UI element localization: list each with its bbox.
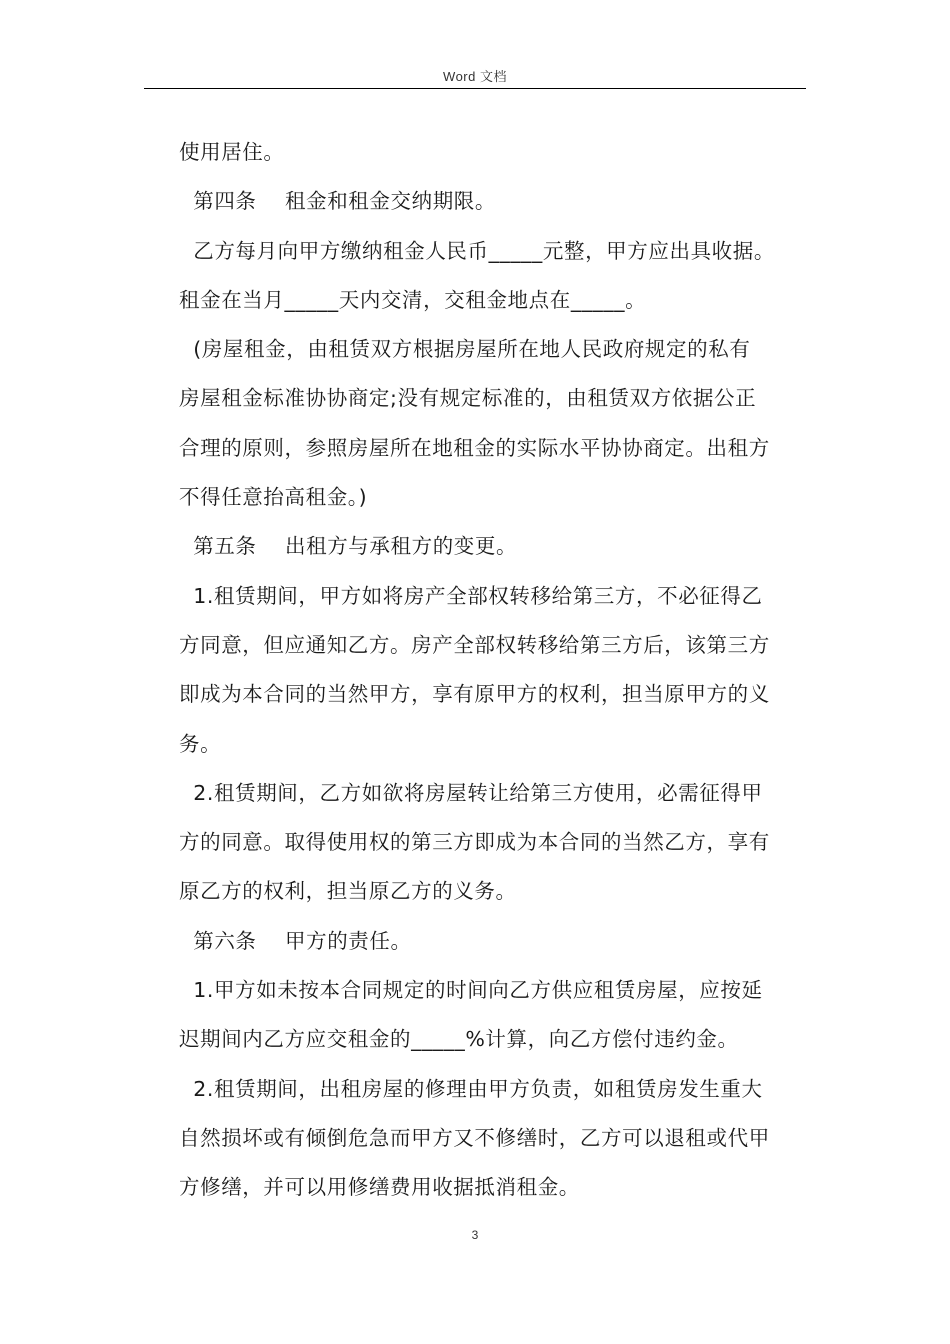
header-divider — [144, 88, 806, 89]
page-number: 3 — [471, 1228, 479, 1242]
text-line: 使用居住。 — [179, 140, 285, 164]
text-line: 第六条 甲方的责任。 — [179, 928, 412, 953]
text-line: 租金在当月_____天内交清，交租金地点在_____。 — [179, 287, 647, 312]
text-line: 自然损坏或有倾倒危急而甲方又不修缮时，乙方可以退租或代甲 — [179, 1125, 770, 1150]
text-line: 不得任意抬高租金。) — [179, 485, 368, 510]
text-line: 方同意，但应通知乙方。房产全部权转移给第三方后，该第三方 — [179, 632, 770, 657]
text-line: 2.租赁期间，出租房屋的修理由甲方负责，如租赁房发生重大 — [179, 1076, 763, 1101]
text-line: 1.甲方如未按本合同规定的时间向乙方供应租赁房屋，应按延 — [179, 978, 763, 1003]
document-body — [179, 128, 809, 1213]
text-line: 第五条 出租方与承租方的变更。 — [179, 534, 518, 559]
text-line: 房屋租金标准协协商定;没有规定标准的，由租赁双方依据公正 — [179, 386, 757, 411]
text-line: 方的同意。取得使用权的第三方即成为本合同的当然乙方，享有 — [179, 830, 770, 855]
text-line: 乙方每月向甲方缴纳租金人民币_____元整，甲方应出具收据。 — [179, 238, 775, 263]
page-header: Word 文档 — [443, 69, 507, 84]
text-line: 2.租赁期间，乙方如欲将房屋转让给第三方使用，必需征得甲 — [179, 780, 763, 805]
text-line: 方修缮，并可以用修缮费用收据抵消租金。 — [179, 1175, 580, 1200]
text-line: 务。 — [179, 731, 222, 756]
text-line: 1.租赁期间，甲方如将房产全部权转移给第三方，不必征得乙 — [179, 583, 763, 608]
text-line: 合理的原则，参照房屋所在地租金的实际水平协协商定。出租方 — [179, 435, 770, 460]
text-line: 即成为本合同的当然甲方，享有原甲方的权利，担当原甲方的义 — [179, 682, 770, 707]
text-line: 迟期间内乙方应交租金的_____%计算，向乙方偿付违约金。 — [179, 1027, 739, 1052]
text-line: 第四条 租金和租金交纳期限。 — [179, 189, 496, 214]
text-line: 原乙方的权利，担当原乙方的义务。 — [179, 879, 517, 904]
text-line: (房屋租金，由租赁双方根据房屋所在地人民政府规定的私有 — [179, 337, 751, 362]
